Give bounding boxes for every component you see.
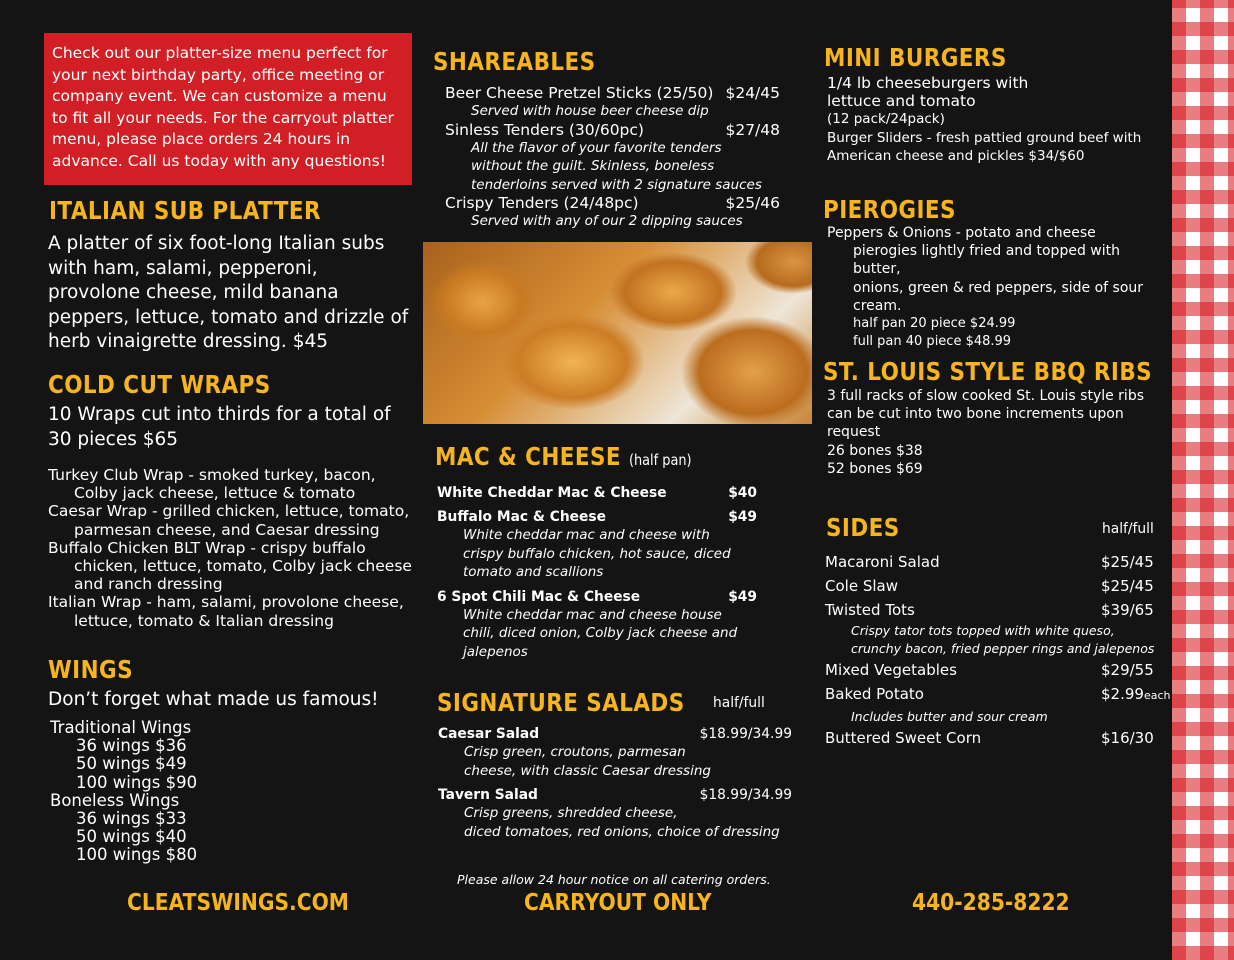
menu-item: Buffalo Mac & Cheese $49 (437, 509, 757, 526)
item-desc: White cheddar mac and cheese with crispy buffalo chicken, hot sauce, diced tomato and scallions (463, 527, 731, 581)
ribs-heading: ST. LOUIS STYLE BBQ RIBS (823, 357, 1153, 386)
menu-item: Crispy Tenders (24/48pc) $25/46 (445, 194, 780, 213)
pierogies-desc: Peppers & Onions - potato and cheese pierogies lightly fried and topped with butter, onions, green & red peppers, side of sour cream. half pan 20 piece $24.99 full pan 40 piece $48.99 (827, 225, 1144, 350)
wraps-desc: 10 Wraps cut into thirds for a total of 30 pieces $65 (48, 404, 391, 450)
wrap-item: Caesar Wrap - grilled chicken, lettuce, tomato, parmesan cheese, and Caesar dressing (48, 502, 410, 539)
wraps-heading: COLD CUT WRAPS (48, 370, 271, 399)
mac-heading: MAC & CHEESE (half pan) (435, 442, 692, 471)
item-desc: Includes butter and sour cream (851, 709, 1048, 724)
wing-option: 36 wings $36 (76, 736, 187, 756)
wrap-item: Buffalo Chicken BLT Wrap - crispy buffalo chicken, lettuce, tomato, Colby jack cheese and ranch dressing (48, 538, 412, 594)
item-desc: Crisp greens, shredded cheese, diced tomatoes, red onions, choice of dressing (464, 805, 780, 840)
wrap-item: Turkey Club Wrap - smoked turkey, bacon, Colby jack cheese, lettuce & tomato (48, 466, 376, 503)
mac-list (437, 484, 757, 661)
boneless-wings-label: Boneless Wings (50, 790, 180, 810)
website-link[interactable]: CLEATSWINGS.COM (127, 890, 349, 916)
side-item: Cole Slaw $25/45 (825, 577, 1154, 595)
item-desc: White cheddar mac and cheese house chili, diced onion, Colby jack cheese and jalepenos (463, 606, 738, 660)
wings-tagline: Don’t forget what made us famous! (48, 689, 379, 710)
wings-heading: WINGS (48, 655, 133, 684)
wing-option: 50 wings $49 (76, 754, 187, 774)
wrap-item: Italian Wrap - ham, salami, provolone cheese, lettuce, tomato & Italian dressing (48, 593, 404, 630)
promo-text: Check out our platter-size menu perfect for your next birthday party, office meeting or company event. We can customize a menu to fit all your needs. For the carryout platter menu, please place orders 24 hours in advance. Call us today with any questions! (52, 44, 394, 170)
italian-heading: ITALIAN SUB PLATTER (49, 196, 321, 225)
burgers-desc: 1/4 lb cheeseburgers with lettuce and tomato (12 pack/24pack) Burger Sliders - fresh pattied ground beef with American cheese and pickles $34/$60 (827, 74, 1142, 164)
wing-option: 100 wings $90 (76, 772, 198, 792)
shareables-heading: SHAREABLES (433, 47, 596, 76)
menu-item: White Cheddar Mac & Cheese $40 (437, 485, 757, 501)
promo-box (44, 33, 412, 185)
traditional-wings-label: Traditional Wings (50, 718, 192, 737)
wraps-list (48, 466, 418, 630)
menu-item: Caesar Salad $18.99/34.99 (438, 726, 792, 742)
menu-item: 6 Spot Chili Mac & Cheese $49 (437, 588, 757, 605)
side-item: Mixed Vegetables $29/55 (825, 661, 1154, 679)
salads-list (438, 725, 792, 841)
salads-size-note: half/full (713, 695, 765, 711)
sides-list (825, 550, 1171, 750)
item-desc: Crisp green, croutons, parmesan cheese, with classic Caesar dressing (464, 744, 711, 779)
menu-item: Tavern Salad $18.99/34.99 (438, 787, 792, 804)
chicken-tenders-photo (423, 242, 812, 424)
carryout-label: CARRYOUT ONLY (524, 890, 712, 916)
menu-item: Sinless Tenders (30/60pc) $27/48 (445, 120, 780, 139)
pierogies-heading: PIEROGIES (823, 195, 956, 224)
phone-number[interactable]: 440-285-8222 (912, 890, 1070, 916)
shareables-list (445, 84, 780, 231)
item-desc: All the flavor of your favorite tenders without the guilt. Skinless, boneless tenderloins served with 2 signature sauces (471, 139, 762, 193)
wings-list (50, 719, 197, 865)
ribs-desc: 3 full racks of slow cooked St. Louis style ribs can be cut into two bone increments upon request 26 bones $38 52 bones $69 (827, 388, 1145, 477)
item-desc: Served with house beer cheese dip (471, 103, 709, 120)
wing-option: 36 wings $33 (76, 809, 187, 829)
wing-option: 100 wings $80 (76, 845, 198, 865)
burgers-heading: MINI BURGERS (824, 43, 1007, 72)
gingham-border (1172, 0, 1234, 960)
side-item: Twisted Tots $39/65 (825, 601, 1154, 619)
item-desc: Served with any of our 2 dipping sauces (471, 213, 743, 230)
side-item: Buttered Sweet Corn $16/30 (825, 729, 1154, 747)
sides-size-note: half/full (1102, 521, 1154, 537)
item-desc: Crispy tator tots topped with white queso, crunchy bacon, fried pepper rings and jalepenos (851, 623, 1155, 656)
wing-option: 50 wings $40 (76, 827, 187, 847)
salads-heading: SIGNATURE SALADS (437, 688, 685, 717)
sides-heading: SIDES (826, 513, 900, 542)
menu-item: Beer Cheese Pretzel Sticks (25/50) $24/45 (445, 84, 780, 102)
catering-notice: Please allow 24 hour notice on all catering orders. (457, 872, 771, 887)
italian-desc: A platter of six foot-long Italian subs with ham, salami, pepperoni, provolone cheese, mild banana peppers, lettuce, tomato and drizzle of herb vinaigrette dressing. $45 (48, 233, 409, 352)
side-item: Macaroni Salad $25/45 (825, 553, 1154, 571)
side-item: Baked Potato $2.99each (825, 685, 1171, 703)
